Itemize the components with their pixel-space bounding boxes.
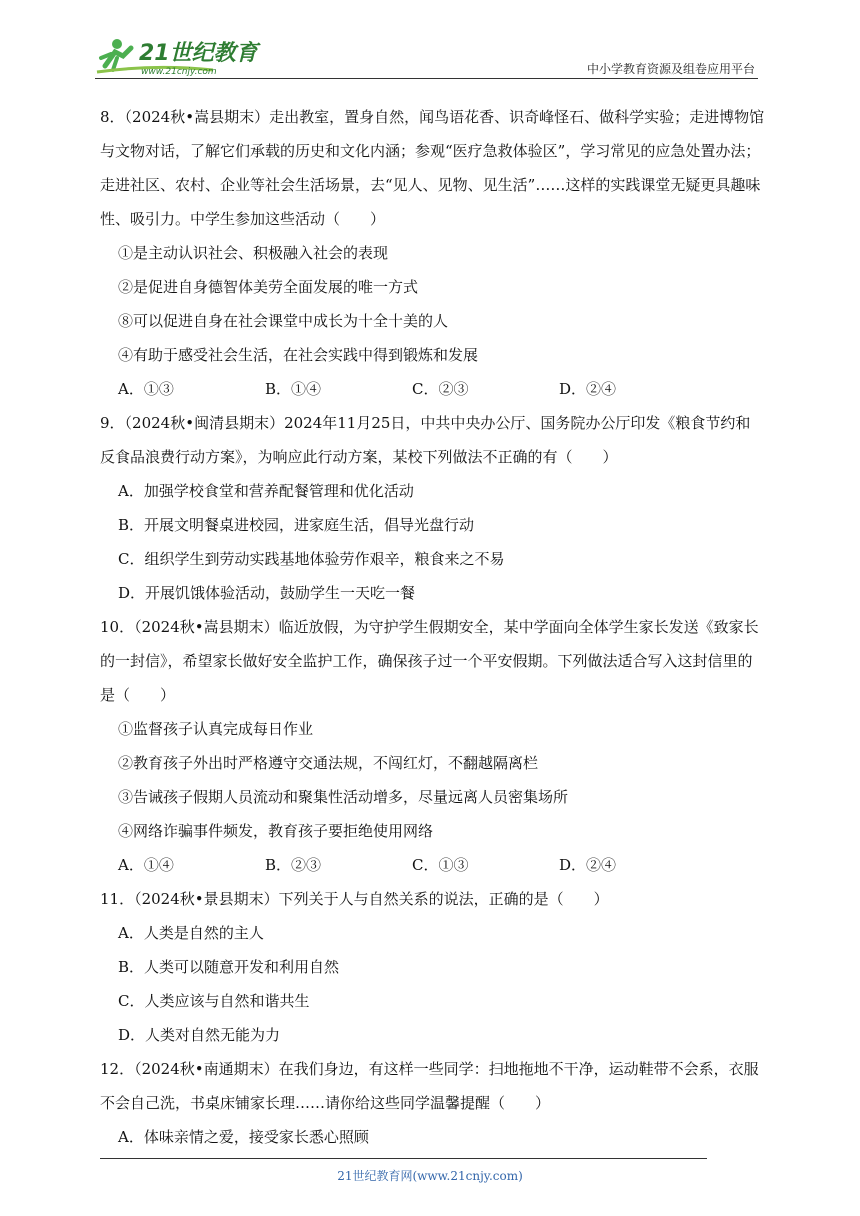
question-11 (100, 882, 765, 1052)
platform-title: 中小学教育资源及组卷应用平台 (586, 62, 755, 76)
question-list (100, 100, 765, 1154)
choice-d[interactable]: D．②④ (559, 380, 617, 398)
statement-item: ④网络诈骗事件频发，教育孩子要拒绝使用网络 (118, 822, 434, 840)
question-stem: 8．（2024秋•嵩县期末）走出教室，置身自然，闻鸟语花香、识奇峰怪石、做科学实验；走进博物馆与文物对话，了解它们承载的历史和文化内涵；参观“医疗急救体验区”，学习常见的应急处置办法；走进社区、农村、企业等社会生活场景，去“见人、见物、见生活”……这样的实践课堂无疑更具趣味性、吸引力。中学生参加这些活动（ ） (100, 108, 765, 228)
question-12 (100, 1052, 765, 1154)
question-9 (100, 406, 765, 610)
choice-a[interactable]: A．①③ (118, 380, 174, 398)
question-stem: 9．（2024秋•闽清县期末）2024年11月25日，中共中央办公厅、国务院办公厅印发《粮食节约和反食品浪费行动方案》，为响应此行动方案，某校下列做法不正确的有（ ） (100, 414, 751, 466)
choice-a[interactable]: A．加强学校食堂和营养配餐管理和优化活动 (118, 482, 414, 500)
choice-c[interactable]: C．②③ (412, 380, 469, 398)
answer-choices (100, 372, 765, 406)
choice-c[interactable]: C．①③ (412, 856, 469, 874)
choice-a[interactable]: A．人类是自然的主人 (118, 924, 264, 942)
statement-item: ②是促进自身德智体美劳全面发展的唯一方式 (118, 278, 419, 296)
header-divider (95, 78, 758, 79)
choice-b[interactable]: B．开展文明餐桌进校园，进家庭生活，倡导光盘行动 (118, 516, 475, 534)
choice-d[interactable]: D．开展饥饿体验活动，鼓励学生一天吃一餐 (118, 584, 416, 602)
question-8 (100, 100, 765, 406)
question-10 (100, 610, 765, 882)
statement-item: ⑧可以促进自身在社会课堂中成长为十全十美的人 (118, 312, 449, 330)
choice-b[interactable]: B．①④ (265, 380, 322, 398)
svg-text:21世纪教育: 21世纪教育 (139, 41, 258, 66)
statement-item: ③告诫孩子假期人员流动和聚集性活动增多，尽量远离人员密集场所 (118, 788, 569, 806)
choice-b[interactable]: B．②③ (265, 856, 322, 874)
statement-item: ①监督孩子认真完成每日作业 (118, 720, 314, 738)
choice-d[interactable]: D．②④ (559, 856, 617, 874)
footer-link[interactable]: 21世纪教育网(www.21cnjy.com) (337, 1169, 523, 1183)
choice-c[interactable]: C．人类应该与自然和谐共生 (118, 992, 310, 1010)
choice-d[interactable]: D．人类对自然无能为力 (118, 1026, 281, 1044)
statement-item: ②教育孩子外出时严格遵守交通法规，不闯红灯，不翻越隔离栏 (118, 754, 539, 772)
question-stem: 11．（2024秋•景县期末）下列关于人与自然关系的说法，正确的是（ ） (100, 890, 609, 908)
question-stem: 10．（2024秋•嵩县期末）临近放假，为守护学生假期安全，某中学面向全体学生家长发送《致家长的一封信》，希望家长做好安全监护工作，确保孩子过一个平安假期。下列做法适合写入这封信里的是（ ） (100, 618, 759, 704)
footer-divider (100, 1158, 707, 1159)
statement-item: ④有助于感受社会生活，在社会实践中得到锻炼和发展 (118, 346, 479, 364)
logo-21cnjy (95, 36, 265, 78)
choice-a[interactable]: A．体味亲情之爱，接受家长悉心照顾 (118, 1128, 369, 1146)
svg-text:www.21cnjy.com: www.21cnjy.com (141, 67, 217, 77)
statement-item: ①是主动认识社会、积极融入社会的表现 (118, 244, 389, 262)
choice-b[interactable]: B．人类可以随意开发和利用自然 (118, 958, 340, 976)
choice-a[interactable]: A．①④ (118, 856, 174, 874)
answer-choices (100, 848, 765, 882)
question-stem: 12．（2024秋•南通期末）在我们身边，有这样一些同学：扫地拖地不干净，运动鞋带不会系，衣服不会自己洗，书桌床铺家长理……请你给这些同学温馨提醒（ ） (100, 1060, 759, 1112)
choice-c[interactable]: C．组织学生到劳动实践基地体验劳作艰辛，粮食来之不易 (118, 550, 505, 568)
page-header (0, 0, 860, 80)
